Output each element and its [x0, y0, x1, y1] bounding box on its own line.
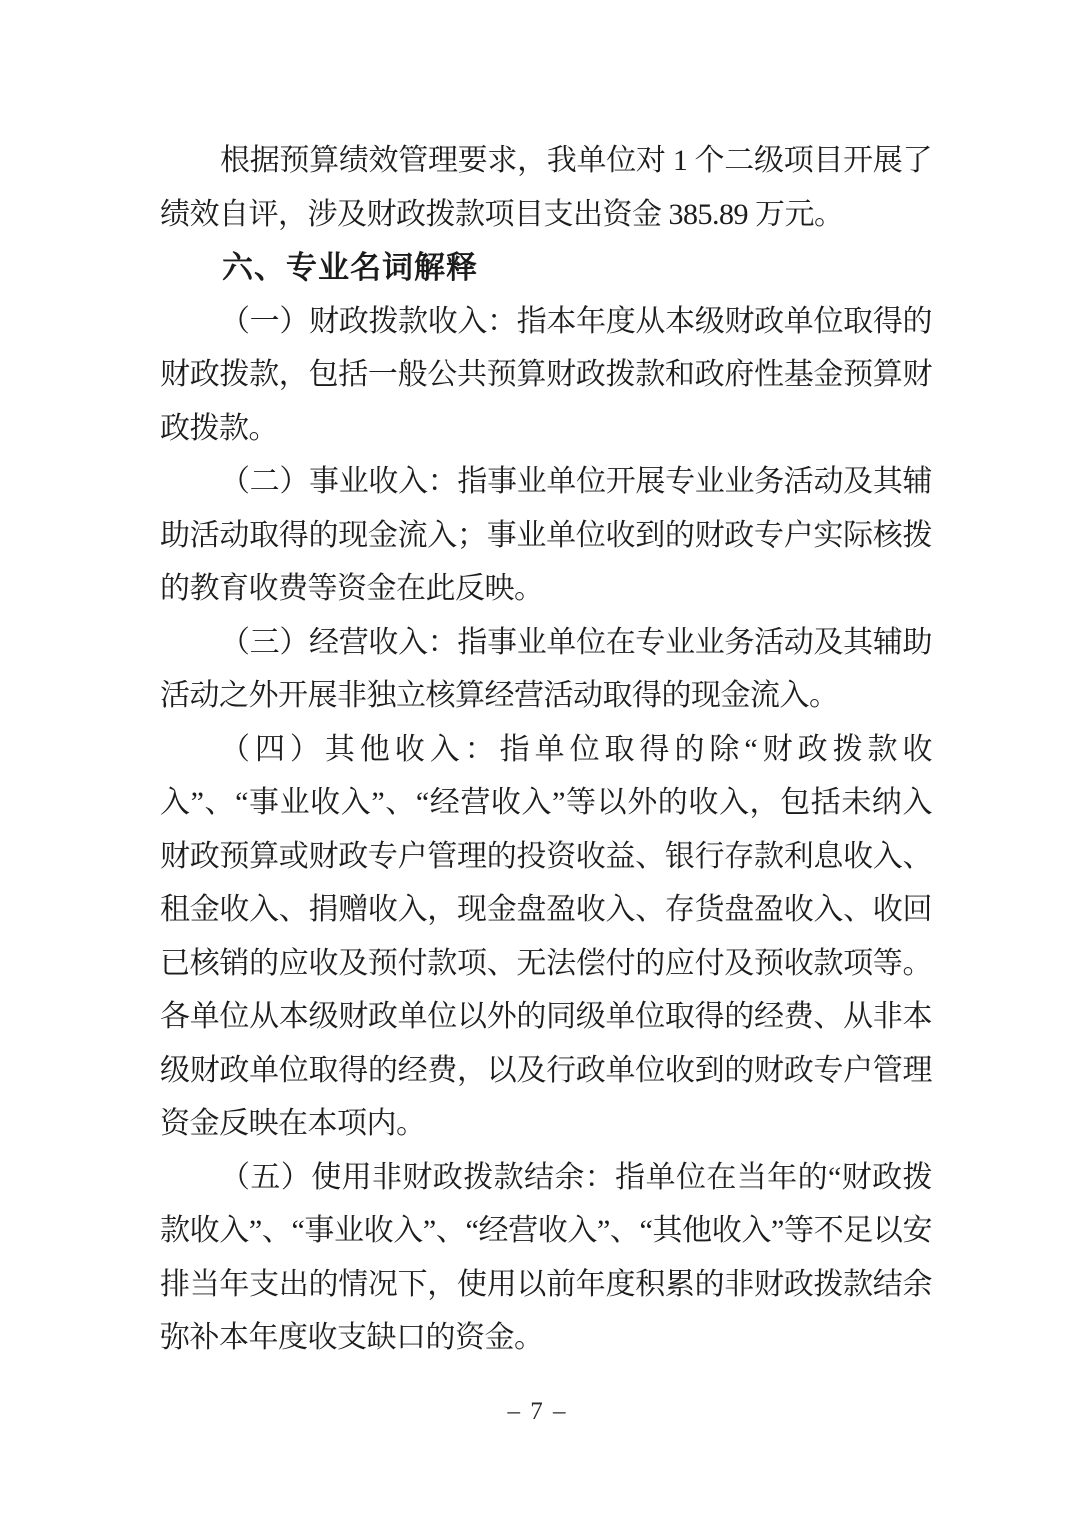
definition-paragraph-4: （四）其他收入：指单位取得的除“财政拨款收入”、“事业收入”、“经营收入”等以外的收入，包括未纳入财政预算或财政专户管理的投资收益、银行存款利息收入、租金收入、捐赠收入，现金盘盈收入、存货盘盈收入、收回已核销的应收及预付款项、无法偿付的应付及预收款项等。各单位从本级财政单位以外的同级单位取得的经费、从非本级财政单位取得的经费，以及行政单位收到的财政专户管理资金反映在本项内。: [160, 732, 932, 1140]
definition-paragraph-3: （三）经营收入：指事业单位在专业业务活动及其辅助活动之外开展非独立核算经营活动取得的现金流入。: [160, 625, 932, 712]
document-body: [160, 134, 932, 1365]
page-number: – 7 –: [507, 1398, 568, 1425]
definition-paragraph-5: （五）使用非财政拨款结余：指单位在当年的“财政拨款收入”、“事业收入”、“经营收入”、“其他收入”等不足以安排当年支出的情况下，使用以前年度积累的非财政拨款结余弥补本年度收支缺口的资金。: [160, 1160, 932, 1354]
definition-paragraph-2: （二）事业收入：指事业单位开展专业业务活动及其辅助活动取得的现金流入；事业单位收到的财政专户实际核拨的教育收费等资金在此反映。: [160, 465, 932, 605]
section-heading: 六、专业名词解释: [222, 250, 478, 285]
definition-paragraph-1: （一）财政拨款收入：指本年度从本级财政单位取得的财政拨款，包括一般公共预算财政拨款和政府性基金预算财政拨款。: [160, 304, 932, 445]
intro-paragraph: 根据预算绩效管理要求，我单位对 1 个二级项目开展了绩效自评，涉及财政拨款项目支出资金 385.89 万元。: [160, 144, 932, 231]
